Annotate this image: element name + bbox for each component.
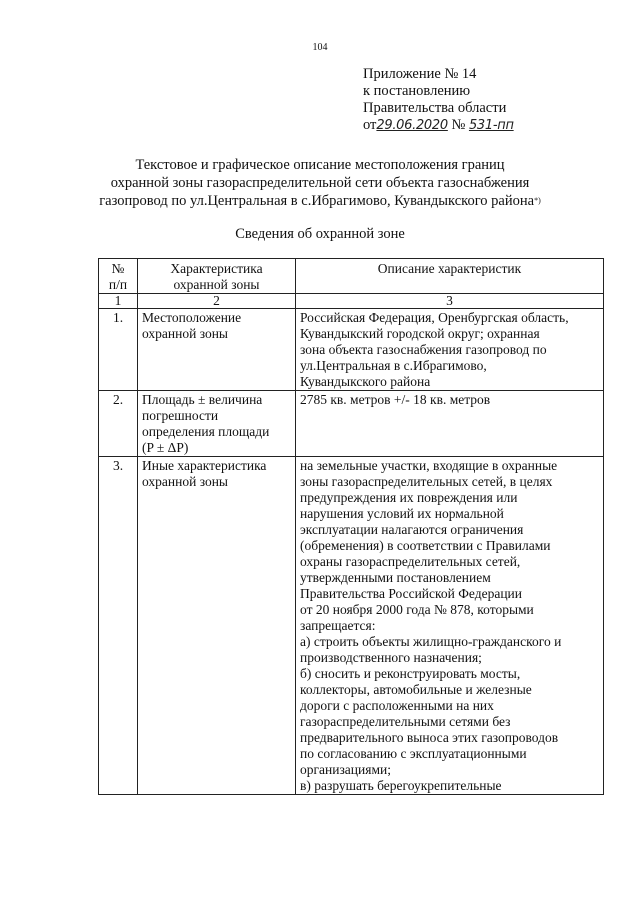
text-line: производственного назначения; bbox=[300, 650, 482, 665]
row-description bbox=[296, 391, 604, 457]
appendix-line-1: Приложение № 14 bbox=[363, 66, 477, 82]
row-description bbox=[296, 309, 604, 391]
text-line: запрещается: bbox=[300, 618, 376, 633]
section-subtitle: Сведения об охранной зоне bbox=[235, 226, 405, 242]
appendix-block bbox=[363, 66, 514, 134]
title-line-3 bbox=[60, 192, 580, 210]
title-line-1: Текстовое и графическое описание местоположения границ bbox=[135, 157, 505, 173]
header-description: Описание характеристик bbox=[296, 259, 604, 294]
header-num-line-1: № bbox=[111, 261, 125, 276]
row-number: 2. bbox=[99, 391, 138, 457]
text-line: охраны газораспределительных сетей, bbox=[300, 554, 521, 569]
column-number: 3 bbox=[296, 294, 604, 309]
row-characteristic bbox=[138, 457, 296, 795]
text-line: зона объекта газоснабжения газопровод по bbox=[300, 342, 547, 357]
text-line: Правительства Российской Федерации bbox=[300, 586, 522, 601]
row-characteristic bbox=[138, 391, 296, 457]
text-line: а) строить объекты жилищно-гражданского и bbox=[300, 634, 562, 649]
number-prefix: № bbox=[451, 117, 466, 133]
text-line: охранной зоны bbox=[142, 474, 229, 489]
appendix-date-line bbox=[363, 117, 514, 134]
text-line: организациями; bbox=[300, 762, 391, 777]
header-num bbox=[99, 259, 138, 294]
document-title bbox=[60, 156, 580, 210]
text-line: в) разрушать берегоукрепительные bbox=[300, 778, 502, 793]
row-description bbox=[296, 457, 604, 795]
table-row bbox=[99, 309, 604, 391]
text-line: от 20 ноября 2000 года № 878, которыми bbox=[300, 602, 534, 617]
column-number: 2 bbox=[138, 294, 296, 309]
appendix-line-3: Правительства области bbox=[363, 100, 507, 116]
header-char-line-2: охранной зоны bbox=[173, 277, 260, 292]
row-characteristic bbox=[138, 309, 296, 391]
text-line: нарушения условий их нормальной bbox=[300, 506, 504, 521]
text-line: Кувандыкский городской округ; охранная bbox=[300, 326, 540, 341]
text-line: определения площади bbox=[142, 424, 270, 439]
text-line: погрешности bbox=[142, 408, 219, 423]
date-value: 29.06.2020 bbox=[376, 118, 448, 133]
number-value: 531-пп bbox=[468, 118, 514, 133]
text-line: ул.Центральная в с.Ибрагимово, bbox=[300, 358, 487, 373]
text-line: газораспределительными сетями без bbox=[300, 714, 511, 729]
zone-info-table bbox=[98, 258, 604, 795]
text-line: Площадь ± величина bbox=[142, 392, 263, 407]
text-line: зоны газораспределительных сетей, в целях bbox=[300, 474, 553, 489]
text-line: Российская Федерация, Оренбургская область, bbox=[300, 310, 569, 325]
date-prefix: от bbox=[363, 117, 377, 133]
text-line: утвержденными постановлением bbox=[300, 570, 491, 585]
row-number: 3. bbox=[99, 457, 138, 795]
text-line: Кувандыкского района bbox=[300, 374, 431, 389]
text-line: коллекторы, автомобильные и железные bbox=[300, 682, 532, 697]
footnote-mark: *) bbox=[534, 196, 541, 205]
text-line: эксплуатации налагаются ограничения bbox=[300, 522, 524, 537]
text-line: предупреждения их повреждения или bbox=[300, 490, 518, 505]
text-line: по согласованию с эксплуатационными bbox=[300, 746, 527, 761]
text-line: (обременения) в соответствии с Правилами bbox=[300, 538, 551, 553]
appendix-line-2: к постановлению bbox=[363, 83, 471, 99]
table-row bbox=[99, 391, 604, 457]
text-line: дороги с расположенными на них bbox=[300, 698, 494, 713]
header-num-line-2: п/п bbox=[108, 277, 128, 292]
header-char-line-1: Характеристика bbox=[170, 261, 263, 276]
text-line: предварительного выноса этих газопроводов bbox=[300, 730, 559, 745]
text-line: охранной зоны bbox=[142, 326, 229, 341]
table-header-row bbox=[99, 259, 604, 294]
text-line: 2785 кв. метров +/- 18 кв. метров bbox=[300, 392, 491, 407]
row-number: 1. bbox=[99, 309, 138, 391]
text-line: Иные характеристика bbox=[142, 458, 267, 473]
table-row bbox=[99, 457, 604, 795]
column-number: 1 bbox=[99, 294, 138, 309]
text-line: Местоположение bbox=[142, 310, 242, 325]
title-line-3-text: газопровод по ул.Центральная в с.Ибрагимово, Кувандыкского района bbox=[99, 193, 535, 209]
title-line-2: охранной зоны газораспределительной сети объекта газоснабжения bbox=[110, 175, 530, 191]
text-line: (P ± ΔP) bbox=[142, 440, 189, 455]
table-column-numbers-row bbox=[99, 294, 604, 309]
header-characteristic bbox=[138, 259, 296, 294]
text-line: на земельные участки, входящие в охранные bbox=[300, 458, 558, 473]
page-number: 104 bbox=[312, 42, 328, 53]
text-line: б) сносить и реконструировать мосты, bbox=[300, 666, 521, 681]
